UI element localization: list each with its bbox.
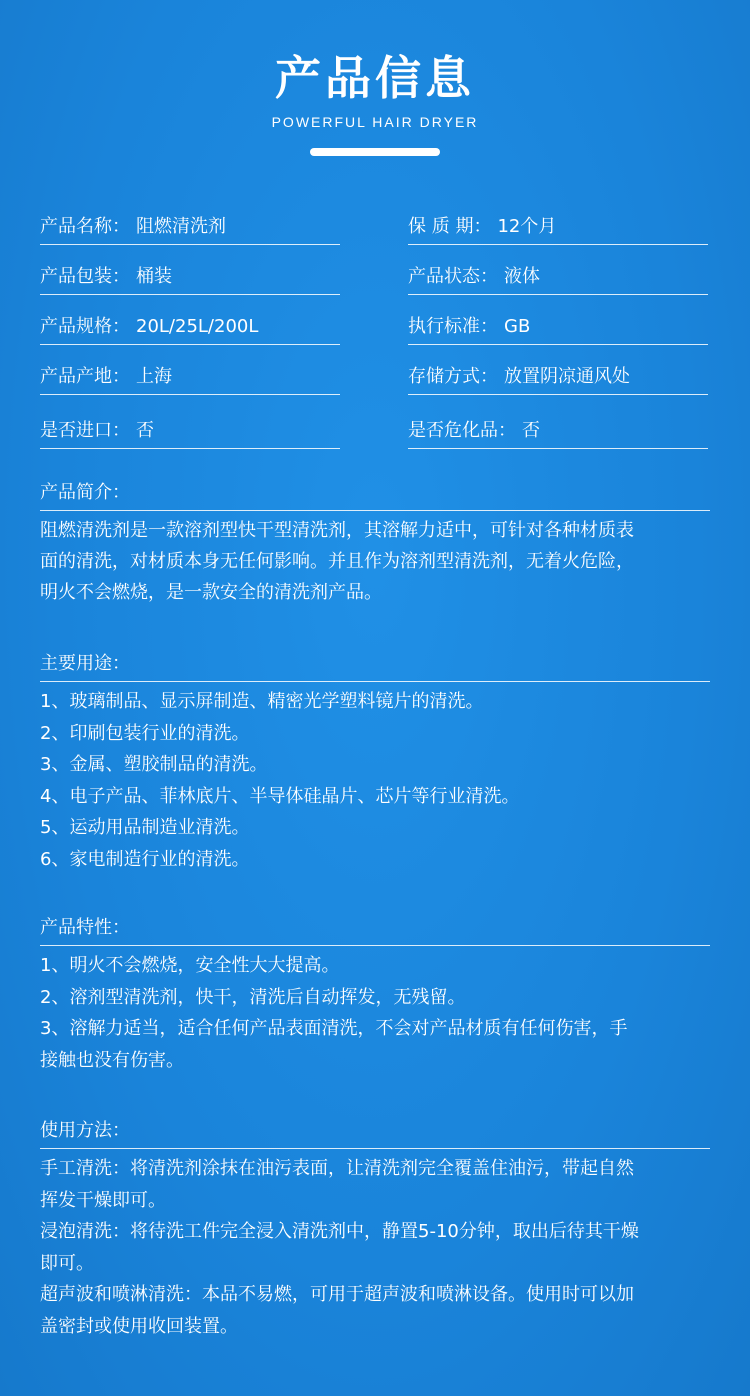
section-title: 产品特性： xyxy=(40,915,710,946)
spec-product-name xyxy=(40,214,340,245)
spec-label: 执行标准： xyxy=(408,316,498,337)
intro-line: 明火不会燃烧，是一款安全的清洗剂产品。 xyxy=(40,582,382,603)
list-item: 挥发干燥即可。 xyxy=(40,1189,166,1211)
uses-section xyxy=(40,651,710,875)
list-item: 接触也没有伤害。 xyxy=(40,1049,184,1071)
list-item: 3、溶解力适当，适合任何产品表面清洗，不会对产品材质有任何伤害，手 xyxy=(40,1018,628,1039)
spec-label: 产品名称： xyxy=(40,216,130,237)
usage-list xyxy=(40,1153,710,1342)
usage-section xyxy=(40,1118,710,1342)
page-subtitle: POWERFUL HAIR DRYER xyxy=(271,114,479,130)
spec-value: 12个月 xyxy=(497,216,557,237)
list-item: 4、电子产品、菲林底片、半导体硅晶片、芯片等行业清洗。 xyxy=(40,785,520,807)
list-item: 手工清洗：将清洗剂涂抹在油污表面，让清洗剂完全覆盖住油污，带起自然 xyxy=(40,1158,634,1179)
intro-line: 阻燃清洗剂是一款溶剂型快干型清洗剂，其溶解力适中，可针对各种材质表 xyxy=(40,520,634,541)
spec-value: 否 xyxy=(522,420,540,441)
list-item: 盖密封或使用收回装置。 xyxy=(40,1315,238,1337)
spec-hazardous xyxy=(408,418,708,449)
spec-label: 产品产地： xyxy=(40,366,130,387)
list-item: 2、印刷包装行业的清洗。 xyxy=(40,722,250,744)
spec-label: 存储方式： xyxy=(408,366,498,387)
spec-value: 上海 xyxy=(136,366,172,387)
spec-origin xyxy=(40,364,340,395)
spec-label: 产品规格： xyxy=(40,316,130,337)
list-item: 3、金属、塑胶制品的清洗。 xyxy=(40,754,268,775)
spec-value: 否 xyxy=(136,420,154,441)
spec-standard xyxy=(408,314,708,345)
spec-label: 产品状态： xyxy=(408,266,498,287)
spec-label: 是否进口： xyxy=(40,420,130,441)
spec-value: 20L/25L/200L xyxy=(136,316,259,337)
spec-value: 阻燃清洗剂 xyxy=(136,216,226,237)
spec-storage xyxy=(408,364,708,395)
list-item: 1、明火不会燃烧，安全性大大提高。 xyxy=(40,955,340,976)
intro-line: 面的清洗，对材质本身无任何影响。并且作为溶剂型清洗剂，无着火危险， xyxy=(40,551,634,572)
section-title: 主要用途： xyxy=(40,651,710,682)
uses-list xyxy=(40,686,710,875)
spec-packaging xyxy=(40,264,340,295)
header xyxy=(0,48,750,156)
spec-size xyxy=(40,314,340,345)
spec-value: 桶装 xyxy=(136,266,172,287)
list-item: 即可。 xyxy=(40,1252,94,1274)
features-section xyxy=(40,915,710,1076)
spec-imported xyxy=(40,418,340,449)
spec-value: 放置阴凉通风处 xyxy=(504,366,630,387)
features-list xyxy=(40,950,710,1076)
intro-section xyxy=(40,480,710,608)
section-title: 使用方法： xyxy=(40,1118,710,1149)
spec-value: GB xyxy=(504,316,531,337)
page-title: 产品信息 xyxy=(275,51,475,105)
list-item: 6、家电制造行业的清洗。 xyxy=(40,848,250,870)
title-underline-bar xyxy=(310,148,440,156)
list-item: 浸泡清洗：将待洗工件完全浸入清洗剂中，静置5-10分钟，取出后待其干燥 xyxy=(40,1221,639,1242)
spec-label: 产品包装： xyxy=(40,266,130,287)
spec-label: 保 质 期： xyxy=(408,216,492,237)
list-item: 2、溶剂型清洗剂，快干，清洗后自动挥发，无残留。 xyxy=(40,986,466,1008)
spec-value: 液体 xyxy=(504,266,540,287)
spec-shelf-life xyxy=(408,214,708,245)
list-item: 1、玻璃制品、显示屏制造、精密光学塑料镜片的清洗。 xyxy=(40,691,484,712)
spec-label: 是否危化品： xyxy=(408,420,516,441)
list-item: 超声波和喷淋清洗：本品不易燃，可用于超声波和喷淋设备。使用时可以加 xyxy=(40,1284,634,1305)
spec-state xyxy=(408,264,708,295)
intro-text xyxy=(40,515,710,608)
list-item: 5、运动用品制造业清洗。 xyxy=(40,817,250,838)
section-title: 产品简介： xyxy=(40,480,710,511)
